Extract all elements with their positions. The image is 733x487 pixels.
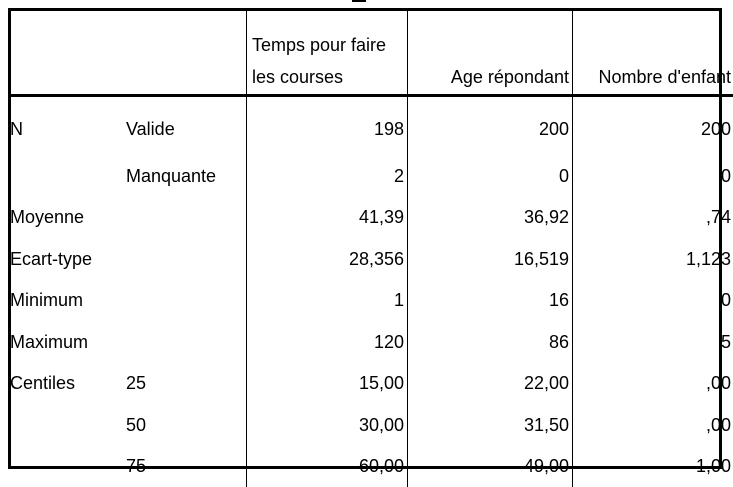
cell-age: 22,00	[408, 363, 573, 405]
cell-enfant: 0	[573, 155, 733, 197]
cell-enfant: ,00	[573, 404, 733, 446]
row-label: N	[8, 96, 118, 156]
cell-enfant: 0	[573, 280, 733, 322]
cell-enfant: 5	[573, 321, 733, 363]
cell-temps: 2	[247, 155, 408, 197]
cell-temps: 41,39	[247, 197, 408, 239]
cell-temps: 28,356	[247, 238, 408, 280]
cell-temps: 1	[247, 280, 408, 322]
cell-enfant: ,00	[573, 363, 733, 405]
row-sublabel: 25	[118, 363, 247, 405]
row-label: Maximum	[8, 321, 118, 363]
cell-age: 49,00	[408, 446, 573, 487]
cell-enfant: 1,00	[573, 446, 733, 487]
cell-enfant: 200	[573, 96, 733, 156]
top-edge-mark	[0, 0, 733, 8]
cell-temps: 60,00	[247, 446, 408, 487]
cell-age: 31,50	[408, 404, 573, 446]
cell-temps: 30,00	[247, 404, 408, 446]
header-temps-line2: les courses	[252, 67, 343, 87]
table-frame	[8, 8, 722, 469]
row-label: Minimum	[8, 280, 118, 322]
cell-enfant: 1,123	[573, 238, 733, 280]
row-label: Centiles	[8, 363, 118, 405]
cell-age: 86	[408, 321, 573, 363]
row-sublabel: 75	[118, 446, 247, 487]
cell-temps: 15,00	[247, 363, 408, 405]
cell-age: 36,92	[408, 197, 573, 239]
row-label: Moyenne	[8, 197, 118, 239]
cell-temps: 198	[247, 96, 408, 156]
cell-age: 0	[408, 155, 573, 197]
cell-enfant: ,74	[573, 197, 733, 239]
cell-temps: 120	[247, 321, 408, 363]
header-nombre-enfant: Nombre d'enfant	[573, 8, 733, 96]
row-sublabel: Valide	[118, 96, 247, 156]
cell-age: 16	[408, 280, 573, 322]
row-sublabel: 50	[118, 404, 247, 446]
row-label: Ecart-type	[8, 238, 118, 280]
cell-age: 200	[408, 96, 573, 156]
cell-age: 16,519	[408, 238, 573, 280]
row-sublabel: Manquante	[118, 155, 247, 197]
header-temps-line1: Temps pour faire	[252, 36, 404, 54]
header-age-repondant: Age répondant	[408, 8, 573, 96]
